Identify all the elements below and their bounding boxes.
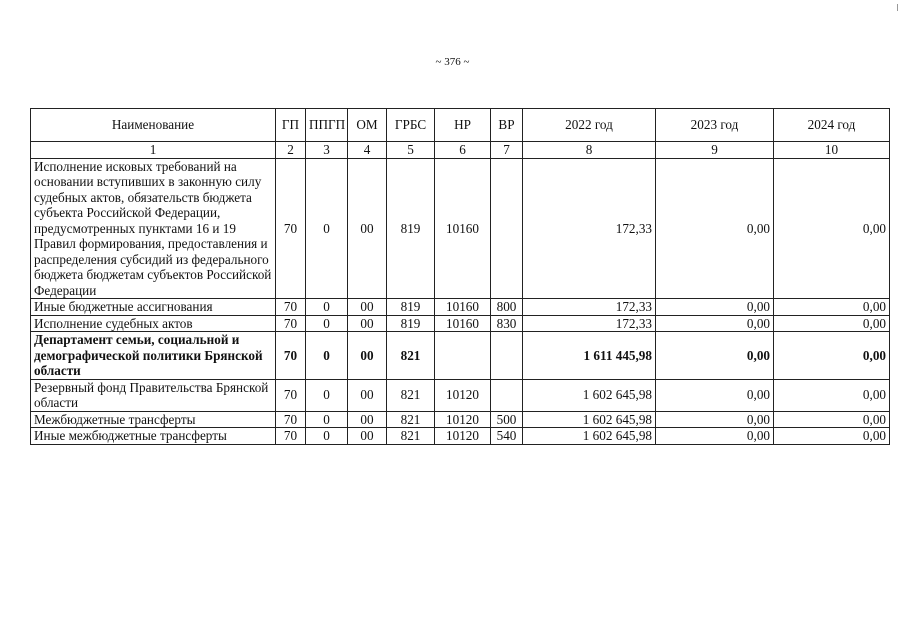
row-vr: 830 [491,315,523,332]
col-header-ppgp: ППГП [306,109,348,142]
row-name: Департамент семьи, социальной и демографической политики Брянской области [31,332,276,380]
col-header-name: Наименование [31,109,276,142]
row-nr: 10160 [435,315,491,332]
col-header-2024: 2024 год [774,109,890,142]
row-om: 00 [348,379,387,411]
row-name: Исполнение судебных актов [31,315,276,332]
row-2022: 1 602 645,98 [523,411,656,428]
row-2023: 0,00 [656,158,774,299]
row-2024: 0,00 [774,158,890,299]
col-header-vr: ВР [491,109,523,142]
row-ppgp: 0 [306,428,348,445]
row-nr: 10160 [435,299,491,316]
row-nr: 10160 [435,158,491,299]
row-om: 00 [348,299,387,316]
row-2023: 0,00 [656,411,774,428]
col-header-gp: ГП [276,109,306,142]
row-2024: 0,00 [774,428,890,445]
row-om: 00 [348,428,387,445]
row-vr: 500 [491,411,523,428]
row-grbs: 819 [387,299,435,316]
row-2022: 1 611 445,98 [523,332,656,380]
row-ppgp: 0 [306,332,348,380]
row-name: Исполнение исковых требований на основании вступивших в законную силу судебных актов, обязательств бюджета субъекта Российской Федерации, предусмотренных пунктами 16 и 19 Правил формирования, предоставления и распределения субсидий из федерального бюджета бюджетам субъектов Российской Федерации [31,158,276,299]
row-nr: 10120 [435,411,491,428]
row-2022: 1 602 645,98 [523,379,656,411]
table-row [31,428,890,445]
row-nr [435,332,491,380]
row-ppgp: 0 [306,379,348,411]
row-gp: 70 [276,158,306,299]
row-2023: 0,00 [656,315,774,332]
col-number: 7 [491,142,523,159]
row-2023: 0,00 [656,379,774,411]
col-header-om: ОМ [348,109,387,142]
row-grbs: 821 [387,411,435,428]
header-row [31,109,890,142]
row-2023: 0,00 [656,332,774,380]
row-2024: 0,00 [774,411,890,428]
row-grbs: 819 [387,158,435,299]
row-ppgp: 0 [306,315,348,332]
table-row [31,411,890,428]
table-row-department [31,332,890,380]
row-2022: 172,33 [523,158,656,299]
col-number: 6 [435,142,491,159]
col-header-grbs: ГРБС [387,109,435,142]
table-row [31,379,890,411]
row-vr [491,332,523,380]
row-vr: 540 [491,428,523,445]
row-grbs: 819 [387,315,435,332]
row-name: Иные межбюджетные трансферты [31,428,276,445]
row-gp: 70 [276,379,306,411]
table-row [31,158,890,299]
row-vr: 800 [491,299,523,316]
col-header-nr: НР [435,109,491,142]
row-om: 00 [348,332,387,380]
table-row [31,299,890,316]
row-gp: 70 [276,332,306,380]
row-2024: 0,00 [774,379,890,411]
row-gp: 70 [276,315,306,332]
row-om: 00 [348,315,387,332]
col-number: 9 [656,142,774,159]
col-number: 10 [774,142,890,159]
scan-edge-mark [897,4,898,11]
row-gp: 70 [276,299,306,316]
row-ppgp: 0 [306,411,348,428]
row-name: Межбюджетные трансферты [31,411,276,428]
row-vr [491,379,523,411]
col-number: 4 [348,142,387,159]
row-2024: 0,00 [774,299,890,316]
table-row [31,315,890,332]
row-ppgp: 0 [306,158,348,299]
col-number: 5 [387,142,435,159]
row-grbs: 821 [387,379,435,411]
col-number: 3 [306,142,348,159]
column-number-row [31,142,890,159]
col-number: 1 [31,142,276,159]
row-gp: 70 [276,411,306,428]
row-grbs: 821 [387,428,435,445]
row-om: 00 [348,411,387,428]
row-2023: 0,00 [656,428,774,445]
row-2024: 0,00 [774,315,890,332]
row-gp: 70 [276,428,306,445]
row-vr [491,158,523,299]
row-2023: 0,00 [656,299,774,316]
page-number: ~ 376 ~ [435,56,470,68]
col-number: 8 [523,142,656,159]
col-header-2022: 2022 год [523,109,656,142]
row-grbs: 821 [387,332,435,380]
row-nr: 10120 [435,428,491,445]
col-number: 2 [276,142,306,159]
row-nr: 10120 [435,379,491,411]
row-2022: 172,33 [523,299,656,316]
row-name: Иные бюджетные ассигнования [31,299,276,316]
col-header-2023: 2023 год [656,109,774,142]
row-om: 00 [348,158,387,299]
row-2022: 1 602 645,98 [523,428,656,445]
budget-table [30,108,890,445]
row-ppgp: 0 [306,299,348,316]
row-2022: 172,33 [523,315,656,332]
row-2024: 0,00 [774,332,890,380]
row-name: Резервный фонд Правительства Брянской области [31,379,276,411]
